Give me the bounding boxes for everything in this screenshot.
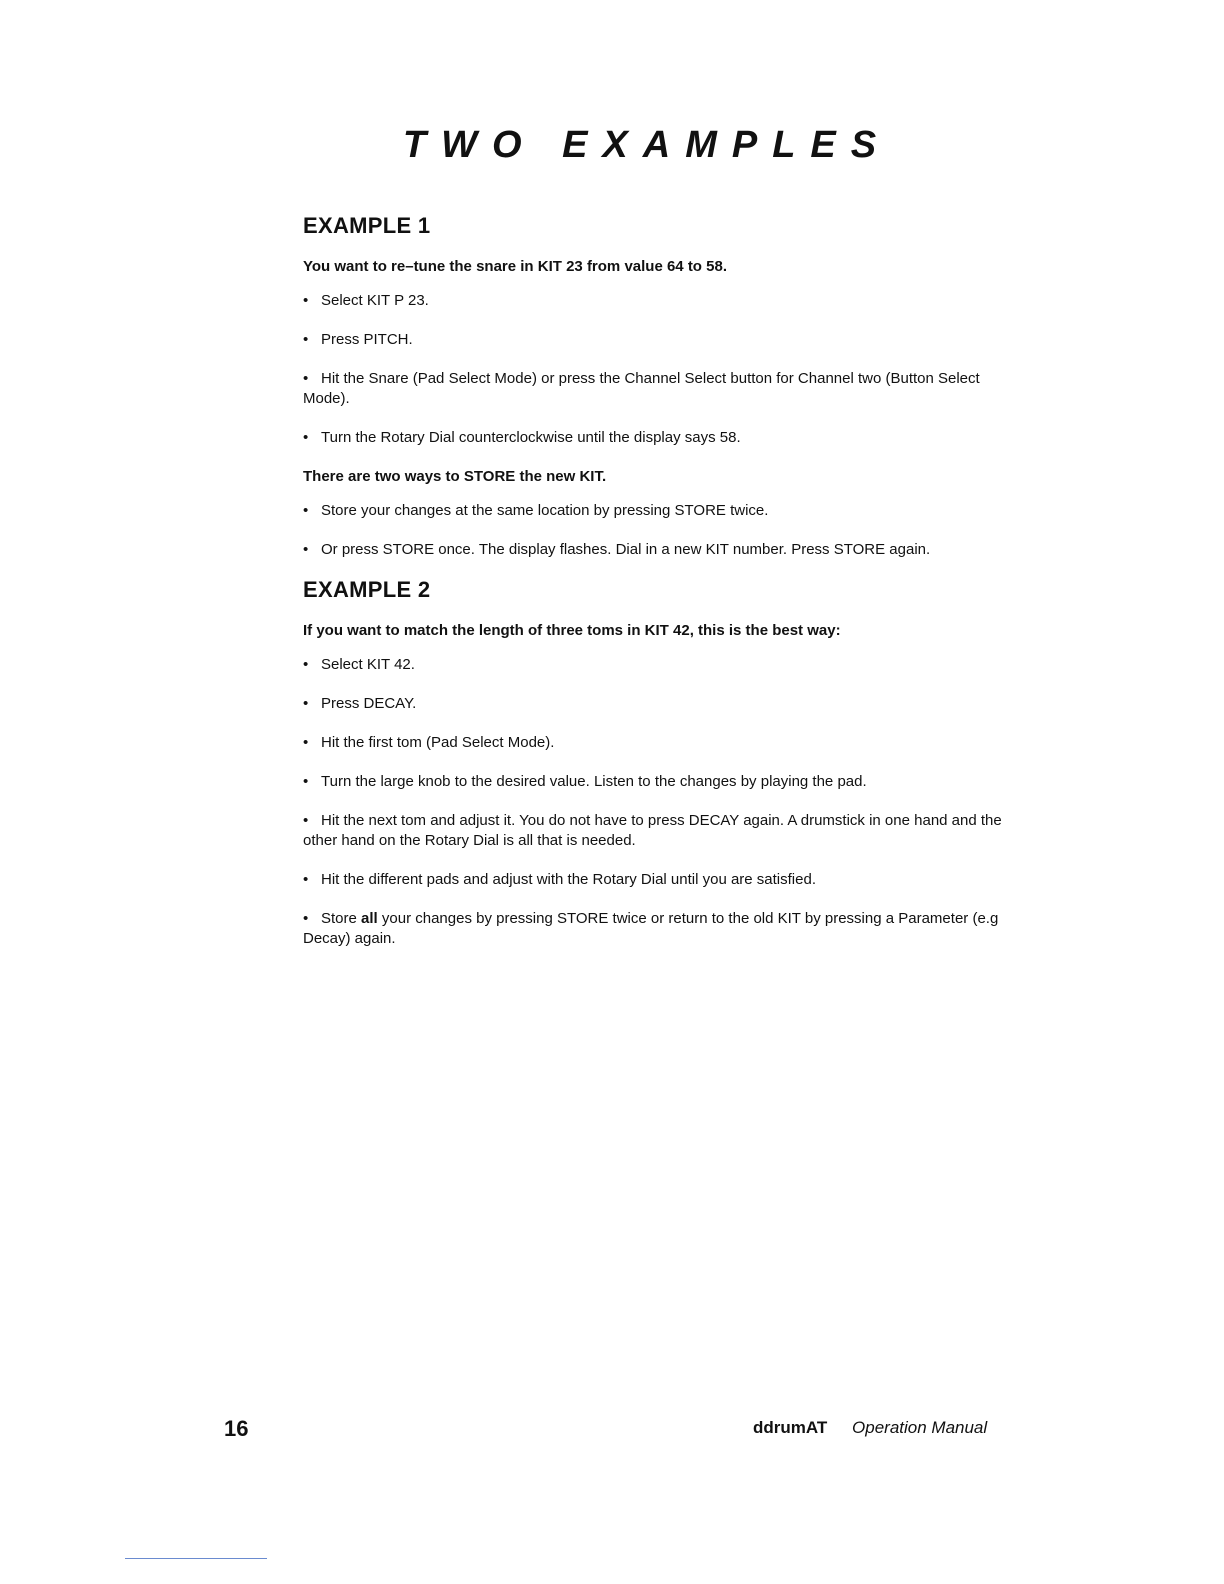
bullet-icon: • xyxy=(303,812,309,829)
bullet-icon: • xyxy=(303,292,309,309)
example-2-final-step xyxy=(303,909,1003,949)
bullet-icon: • xyxy=(303,429,309,446)
step-text: Press DECAY. xyxy=(321,695,417,712)
step-text: Select KIT 42. xyxy=(321,656,415,673)
footer-manual-title: Operation Manual xyxy=(852,1418,988,1437)
example-1-step xyxy=(303,330,1003,350)
bottom-divider xyxy=(125,1558,267,1559)
step-text: Hit the different pads and adjust with the Rotary Dial until you are satisfied. xyxy=(321,871,816,888)
step-text: Hit the next tom and adjust it. You do not have to press DECAY again. A drumstick in one hand and the other hand on the Rotary Dial is all that is needed. xyxy=(303,812,1002,849)
bullet-icon: • xyxy=(303,695,309,712)
store-step xyxy=(303,501,1003,521)
bullet-icon: • xyxy=(303,871,309,888)
example-2-step xyxy=(303,811,1003,851)
footer xyxy=(753,1418,987,1438)
bullet-icon: • xyxy=(303,656,309,673)
bullet-icon: • xyxy=(303,773,309,790)
step-text-emphasis: all xyxy=(361,910,378,927)
step-text: Or press STORE once. The display flashes. Dial in a new KIT number. Press STORE again. xyxy=(321,541,931,558)
step-text: Turn the large knob to the desired value. Listen to the changes by playing the pad. xyxy=(321,773,867,790)
step-text: Turn the Rotary Dial counterclockwise until the display says 58. xyxy=(321,429,741,446)
step-text: Press PITCH. xyxy=(321,331,413,348)
example-1-step xyxy=(303,428,1003,448)
bullet-icon: • xyxy=(303,734,309,751)
example-1-step xyxy=(303,369,1003,409)
example-2-step xyxy=(303,733,1003,753)
example-1-heading: EXAMPLE 1 xyxy=(303,213,431,238)
step-text: Hit the Snare (Pad Select Mode) or press the Channel Select button for Channel two (Button Select Mode). xyxy=(303,370,980,407)
footer-brand: ddrumAT xyxy=(753,1418,828,1437)
bullet-icon: • xyxy=(303,331,309,348)
store-lead: There are two ways to STORE the new KIT. xyxy=(303,468,607,485)
step-text-suffix: your changes by pressing STORE twice or return to the old KIT by pressing a Parameter (e.g Decay) again. xyxy=(303,910,999,947)
bullet-icon: • xyxy=(303,541,309,558)
example-1-lead: You want to re–tune the snare in KIT 23 from value 64 to 58. xyxy=(303,258,727,275)
store-step xyxy=(303,540,1003,560)
example-2-step xyxy=(303,772,1003,792)
step-text: Hit the first tom (Pad Select Mode). xyxy=(321,734,555,751)
page-number: 16 xyxy=(224,1416,249,1441)
example-2-step xyxy=(303,870,1003,890)
example-2-step xyxy=(303,655,1003,675)
example-1-step xyxy=(303,291,1003,311)
step-text: Store your changes at the same location by pressing STORE twice. xyxy=(321,502,769,519)
example-2-heading: EXAMPLE 2 xyxy=(303,577,431,602)
bullet-icon: • xyxy=(303,370,309,387)
example-2-step xyxy=(303,694,1003,714)
manual-content xyxy=(303,213,1003,968)
step-text: Select KIT P 23. xyxy=(321,292,429,309)
bullet-icon: • xyxy=(303,502,309,519)
bullet-icon: • xyxy=(303,910,309,927)
example-2-lead: If you want to match the length of three toms in KIT 42, this is the best way: xyxy=(303,622,841,639)
step-text-prefix: Store xyxy=(321,910,362,927)
page-title: TWO EXAMPLES xyxy=(402,124,892,166)
